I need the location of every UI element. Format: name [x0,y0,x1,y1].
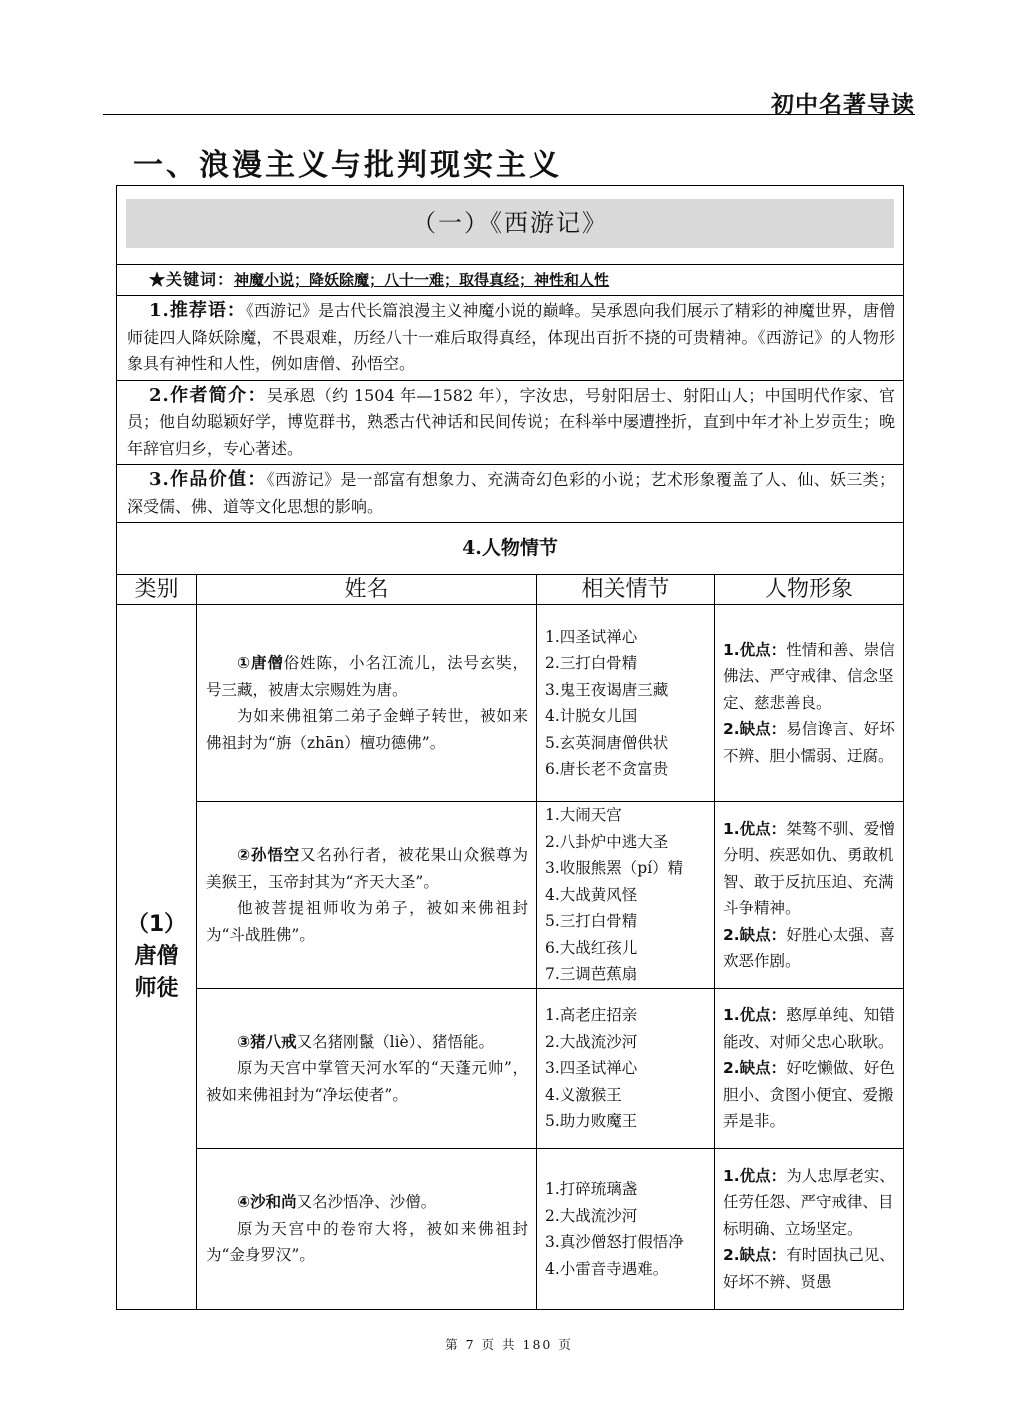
plot-item: 2.大战流沙河 [545,1206,638,1225]
category-line: （1） [126,912,187,937]
character-name-cell [197,1149,537,1310]
table-row [117,989,904,1149]
plot-item: 2.三打白骨精 [545,654,638,672]
plot-item: 6.大战红孩儿 [545,938,638,957]
plot-item: 4.计脱女儿国 [545,707,638,725]
table-row [117,605,904,802]
cons-text: 好吃懒做、好色胆小、贪图小便宜、爱搬弄是非。 [723,1059,895,1131]
character-desc: 原为天宫中的卷帘大将，被如来佛祖封为“金身罗汉”。 [206,1219,528,1265]
plot-item: 1.高老庄招亲 [545,1006,638,1025]
plot-item: 1.打碎琉璃盏 [545,1180,638,1198]
character-name: ③猪八戒 [237,1032,297,1051]
pros-label: 1.优点： [723,1166,787,1185]
plot-item: 4.小雷音寺遇难。 [545,1259,669,1278]
cons-label: 2.缺点： [723,925,787,944]
character-name: ④沙和尚 [237,1193,297,1212]
cons-text: 有时固执己见、好坏不辨、贤愚 [723,1246,895,1291]
plot-item: 6.唐长老不贪富贵 [545,760,669,778]
plot-item: 2.大战流沙河 [545,1032,638,1051]
recommend-row [117,296,904,381]
character-name: ①唐僧 [237,654,284,672]
plot-item: 5.助力败魔王 [545,1112,638,1131]
keywords-text: 神魔小说；降妖除魔；八十一难；取得真经；神性和人性 [234,271,610,289]
character-desc: 又名猪刚鬣（liè）、猪悟能。 [296,1032,494,1051]
value-row [117,465,904,523]
plot-cell [537,802,715,989]
cons-label: 2.缺点： [723,720,787,739]
character-desc: 他被菩提祖师收为弟子，被如来佛祖封为“斗战胜佛”。 [206,899,528,944]
plot-item: 2.八卦炉中逃大圣 [545,832,669,851]
author-label: 2.作者简介： [149,384,267,406]
plot-item: 3.真沙僧怒打假悟净 [545,1233,684,1251]
header-title: 初中名著导读 [771,92,915,118]
character-desc: 原为天宫中掌管天河水军的“天蓬元帅”，被如来佛祖封为“净坛使者”。 [206,1059,528,1104]
column-header-name: 姓名 [197,575,537,605]
pros-text: 桀骜不驯、爱憎分明、疾恶如仇、勇敢机智、敢于反抗压迫、充满斗争精神。 [723,819,895,917]
plot-cell [537,605,715,802]
pros-text: 为人忠厚老实、任劳任怨、严守戒律、目标明确、立场坚定。 [723,1166,895,1238]
category-cell [117,605,197,1310]
character-image-cell [715,1149,904,1310]
page-footer: 第 7 页 共 180 页 [445,1337,573,1352]
character-image-cell [715,802,904,989]
author-row [117,380,904,465]
plot-item: 3.四圣试禅心 [545,1059,638,1078]
character-image-cell [715,989,904,1149]
character-name-cell [197,802,537,989]
table-row [117,1149,904,1310]
plot-item: 1.大闹天宫 [545,806,622,825]
category-line: 师徒 [134,976,179,1001]
banner-cell [117,186,904,265]
plot-cell [537,1149,715,1310]
plot-item: 7.三调芭蕉扇 [545,965,638,984]
plot-item: 1.四圣试禅心 [545,627,638,646]
keywords-label: ★关键词： [149,270,235,289]
character-name-cell [197,605,537,802]
keywords-row [117,265,904,296]
pros-label: 1.优点： [723,819,787,838]
plot-item: 5.玄英洞唐僧供状 [545,733,669,752]
reading-guide-table [116,185,904,1310]
character-name-cell [197,989,537,1149]
pros-text: 憨厚单纯、知错能改、对师父忠心耿耿。 [723,1006,895,1051]
column-header-image: 人物形象 [715,575,904,605]
plot-item: 4.义激猴王 [545,1085,622,1104]
pros-label: 1.优点： [723,640,787,659]
recommend-label: 1.推荐语： [149,300,246,321]
table-row [117,802,904,989]
character-name: ②孙悟空 [237,846,301,864]
character-image-cell [715,605,904,802]
plot-item: 4.大战黄风怪 [545,885,638,904]
section-title: 一、浪漫主义与批判现实主义 [133,148,562,183]
character-desc: 俗姓陈，小名江流儿，法号玄奘，号三藏，被唐太宗赐姓为唐。 [206,654,528,699]
book-banner: （一）《西游记》 [126,199,894,248]
character-desc: 又名沙悟净、沙僧。 [296,1193,437,1212]
column-header-plot: 相关情节 [537,575,715,605]
cons-text: 易信谗言、好坏不辨、胆小懦弱、迂腐。 [723,720,895,765]
section4-heading: 4.人物情节 [117,523,904,575]
value-text: 《西游记》是一部富有想象力、充满奇幻色彩的小说；艺术形象覆盖了人、仙、妖三类；深受儒、佛、道等文化思想的影响。 [127,470,895,516]
header-rule [103,114,915,115]
category-line: 唐僧 [134,944,179,969]
plot-item: 3.收服熊罴（pí）精 [545,859,684,878]
column-header-category: 类别 [117,575,197,605]
cons-text: 好胜心太强、喜欢恶作剧。 [723,925,895,970]
pros-text: 性情和善、崇信佛法、严守戒律、信念坚定、慈悲善良。 [723,640,895,712]
plot-cell [537,989,715,1149]
plot-item: 5.三打白骨精 [545,912,638,931]
character-desc: 为如来佛祖第二弟子金蝉子转世，被如来佛祖封为“旃（zhān）檀功德佛”。 [206,707,528,752]
pros-label: 1.优点： [723,1006,787,1025]
value-label: 3.作品价值： [149,469,267,490]
plot-item: 3.鬼王夜谒唐三藏 [545,680,669,699]
cons-label: 2.缺点： [723,1059,787,1078]
character-desc: 又名孙行者，被花果山众猴尊为美猴王，玉帝封其为“齐天大圣”。 [206,846,528,891]
author-text: 吴承恩（约 1504 年—1582 年），字汝忠，号射阳居士、射阳山人；中国明代作家、官员；他自幼聪颖好学，博览群书，熟悉古代神话和民间传说；在科举中屡遭挫折，直到中年才补上岁贡生；晚年辞官归乡，专心著述。 [127,385,896,458]
cons-label: 2.缺点： [723,1246,787,1265]
recommend-text: 《西游记》是古代长篇浪漫主义神魔小说的巅峰。吴承恩向我们展示了精彩的神魔世界，唐僧师徒四人降妖除魔，不畏艰难，历经八十一难后取得真经，体现出百折不挠的可贵精神。《西游记》的人物形象具有神性和人性，例如唐僧、孙悟空。 [127,301,895,373]
